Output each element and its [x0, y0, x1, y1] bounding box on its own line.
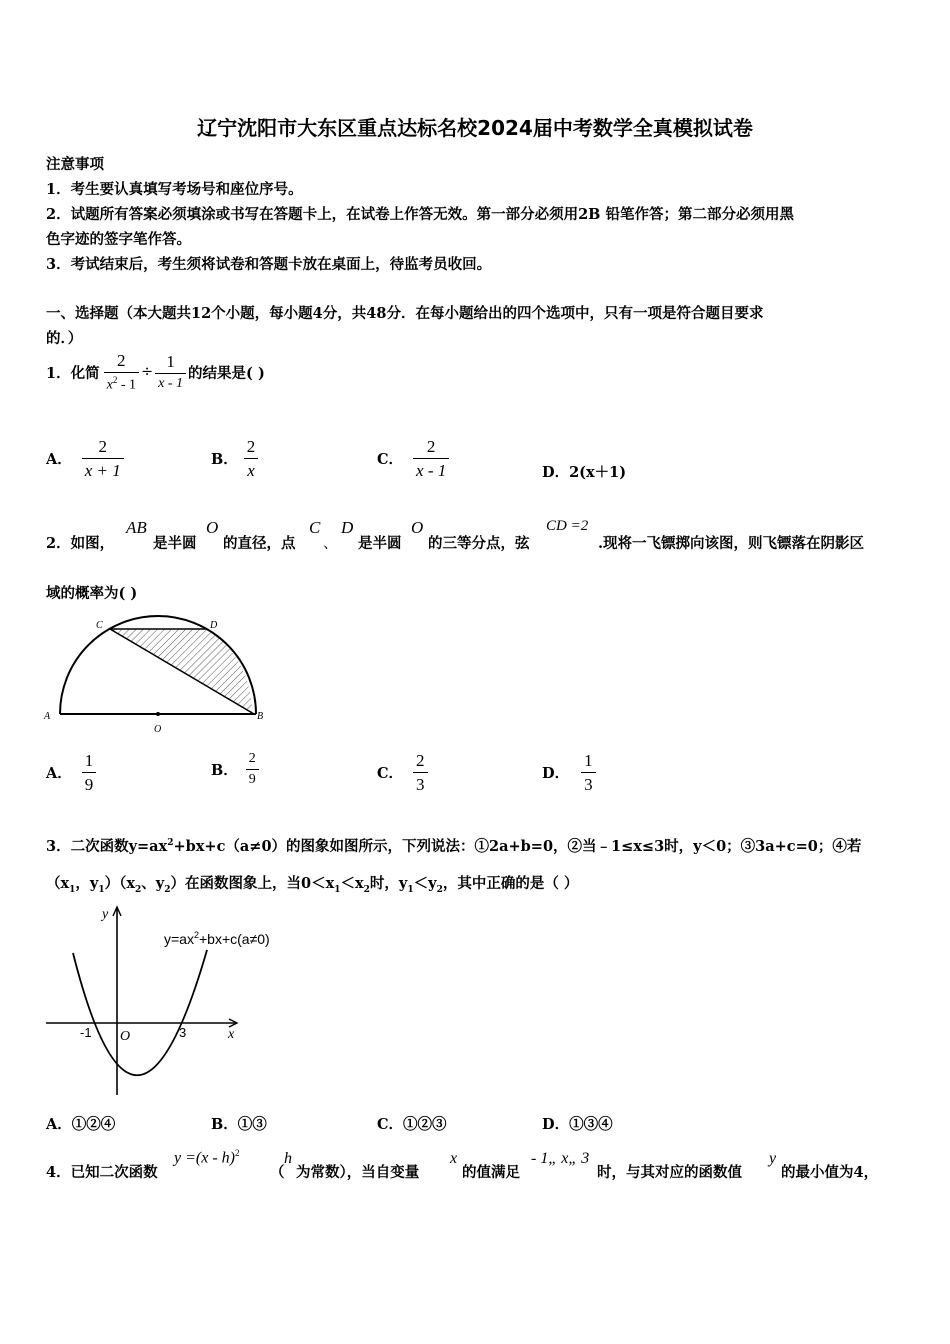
q1-option-a[interactable]: A． $\frac{2}{x + 1}$ [46, 438, 124, 479]
label-d: D [210, 620, 218, 631]
notice-item-2-cont: 色字迹的签字笔作答。 [46, 231, 191, 248]
label-c: C [96, 620, 103, 631]
q2-option-a-frac: $\frac{1}{9}$ [82, 752, 97, 793]
q4-function: y =(x - h)$^2$ [174, 1148, 240, 1167]
q2-option-b-frac: $\frac{2}{9}$ [246, 752, 259, 787]
q4-x: x [450, 1150, 458, 1167]
q2-option-d-frac: $\frac{1}{3}$ [581, 752, 596, 793]
question-1 [46, 352, 265, 393]
q1-fraction-1 [104, 352, 139, 393]
label-b: B [257, 711, 264, 722]
q4-h: h [284, 1150, 292, 1167]
function-label: $y=ax^2+bx+c(a\ne 0)$ [164, 930, 270, 947]
q2-option-d[interactable]: D． $\frac{1}{3}$ [542, 752, 596, 793]
question-2: 2．如图， AB 是半圆 O 的直径，点 C 、 D 是半圆 O 的三等分点，弦 CD =2 .现将一飞镖掷向该图，则飞镖落在阴影区 [46, 518, 865, 552]
q1-fraction-2 [155, 353, 186, 391]
q2-cd: CD =2 [546, 518, 589, 534]
question-2-cont: 域的概率为( ) [46, 585, 138, 602]
q4-range: - 1„ x„ 3 [531, 1150, 590, 1167]
q1-suffix: 的结果是( ) [188, 364, 265, 382]
y-label: y [102, 907, 109, 922]
root-3-label: 3 [179, 1025, 187, 1040]
origin-label: O [120, 1029, 131, 1044]
q2-o2: O [411, 518, 424, 537]
q1-option-b-frac: $\frac{2}{x}$ [244, 438, 259, 479]
q3-option-b[interactable]: B．①③ [211, 1116, 267, 1133]
section-heading-cont: 的．） [46, 330, 83, 347]
q3-option-a[interactable]: A．①②④ [46, 1116, 116, 1133]
q1-prefix: 1．化简 [46, 364, 100, 382]
q1-option-d[interactable]: D．2(x＋1) [542, 464, 627, 481]
q2-option-c[interactable]: C． $\frac{2}{3}$ [377, 752, 428, 793]
q1-divide: ÷ [140, 364, 154, 381]
q2-option-b[interactable]: B． $\frac{2}{9}$ [211, 752, 259, 787]
label-o: O [154, 724, 162, 735]
x-label: x [228, 1027, 235, 1042]
q2-option-a[interactable]: A． $\frac{1}{9}$ [46, 752, 96, 793]
notice-heading: 注意事项 [46, 156, 104, 173]
q1-f1-num: 2 [117, 351, 126, 370]
q1-option-b[interactable]: B． $\frac{2}{x}$ [211, 438, 258, 479]
q2-c: C [309, 518, 321, 537]
notice-item-3: 3．考试结束后，考生须将试卷和答题卡放在桌面上，待监考员收回。 [46, 256, 492, 273]
q1-f2-den: x - 1 [155, 373, 186, 391]
parabola-figure [40, 900, 300, 1100]
q3-option-d[interactable]: D．①③④ [542, 1116, 613, 1133]
label-a: A [44, 711, 51, 722]
question-3-cont: （$x_1$，$y_1)(x_2$、$y_2$）在函数图象上，当$0<x_1<x_2$时，$y_1<y_2$，其中正确的是（ ） [46, 875, 579, 895]
root-neg1-label: -1 [80, 1025, 92, 1040]
q2-option-c-frac: $\frac{2}{3}$ [413, 752, 428, 793]
section-heading: 一、选择题（本大题共12个小题，每小题4分，共48分．在每小题给出的四个选项中，只有一项是符合题目要求 [46, 305, 764, 322]
q1-option-c-frac: $\frac{2}{x - 1}$ [413, 438, 449, 479]
q2-o: O [206, 518, 219, 537]
q1-option-a-frac: $\frac{2}{x + 1}$ [82, 438, 124, 479]
notice-item-1: 1．考生要认真填写考场号和座位序号。 [46, 181, 303, 198]
q2-ab: AB [126, 518, 147, 537]
q1-f1-den: $x^2 - 1$ [104, 372, 139, 393]
question-4: 4．已知二次函数 y =(x - h)$^2$ （ h 为常数），当自变量 x 的值满足 - 1„ x„ 3 时，与其对应的函数值 y 的最小值为4， [46, 1148, 879, 1181]
question-3: 3．二次函数$y=ax^2+bx+c(a\ne 0)$的图象如图所示，下列说法：①2a+b=0，②当﹣1≤x≤3时，y＜0；③3a+c=0；④若 [46, 838, 862, 855]
notice-item-2: 2．试题所有答案必须填涂或书写在答题卡上，在试卷上作答无效。第一部分必须用2B 铅笔作答；第二部分必须用黑 [46, 206, 794, 223]
semicircle-figure [40, 612, 275, 740]
q4-y: y [769, 1150, 777, 1167]
q1-option-c[interactable]: C． $\frac{2}{x - 1}$ [377, 438, 449, 479]
q3-option-c[interactable]: C．①②③ [377, 1116, 447, 1133]
q1-f2-num: 1 [166, 352, 175, 372]
page-title: 辽宁沈阳市大东区重点达标名校2024届中考数学全真模拟试卷 [197, 116, 753, 140]
q2-d: D [341, 518, 354, 537]
center-point [156, 712, 160, 716]
parabola-curve [73, 950, 207, 1075]
